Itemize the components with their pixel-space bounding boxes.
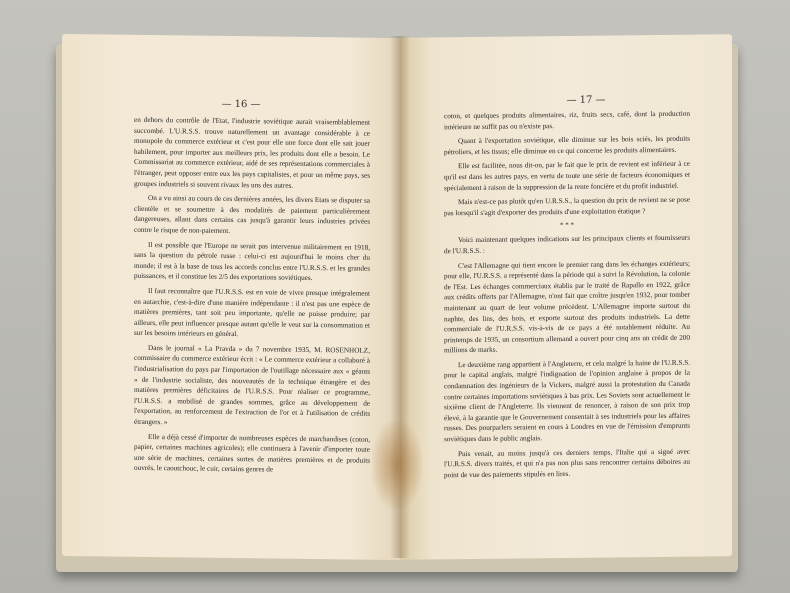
left-paragraph-2: On a vu ainsi au cours de ces dernières années, les divers Etats se disputer sa clientèle et se soumettre à des modalités de paiement particulièrement dangereuses, allant dans certains cas jusqu'à garantir leurs industries privées contre le risque de non-paiement. [134, 194, 370, 235]
right-paragraph-3: Elle est facilitée, nous dit-on, par le fait que le prix de revient est inférieur à ce qu'il est dans les autres pays, en vertu de toute une série de facteurs économiques et spécialement à raison de la suppression de la rente foncière et du profit industriel. [444, 160, 690, 192]
right-paragraph-1: coton, et quelques produits alimentaires, riz, fruits secs, café, dont la production intérieure ne suffit pas ou n'existe pas. [444, 109, 690, 131]
left-paragraph-4: Il faut reconnaître que l'U.R.S.S. est en voie de vivre presque intégralement en autarchie, c'est-à-dire d'une manière indépendante : il n'est pas une espèce de matières premières, tant soit peu importante, qu'elle ne puisse produire; par ailleurs, elle peut influencer presque autant qu'elle le veut sur la consommation et sur les besoins intérieurs en général. [134, 286, 370, 339]
right-paragraph-6: C'est l'Allemagne qui tient encore le premier rang dans les échanges extérieurs; pour elle, l'U.R.S.S. a représenté dans la période qui a suivi la Révolution, la colonie de l'Est. Les échanges commerciaux établis par le traité de Rapallo en 1922, grâce aux crédits offerts par l'Allemagne, n'ont fait que croître jusqu'en 1932, pour tomber maintenant au quart de leur volume précédent. L'Allemagne importe surtout du naphte, des lins, des bois, et exporte surtout des produits industriels. La dette commerciale de l'U.R.S.S. vis-à-vis de ce pays a été notablement réduite. Au printemps de 1935, un consortium allemand a ouvert pour cinq ans un crédit de 200 millions de marks. [444, 259, 690, 355]
right-page [400, 34, 732, 559]
right-paragraph-2: Quant à l'exportation soviétique, elle diminue sur les bois sciés, les produits pétroliers, et les tissus; elle diminue en ce qui concerne les produits alimentaires. [444, 134, 690, 157]
right-paragraph-5: Voici maintenant quelques indications sur les principaux clients et fournisseurs de l'U.R.S.S. : [444, 234, 690, 256]
left-paragraph-3: Il est possible que l'Europe ne serait pas intervenue militairement en 1918, sans la question du pétrole russe : celui-ci est aujourd'hui le moins cher du monde; il est à la base de tous les accords conclus entre l'U.R.S.S. et les grandes puissances, et il constitue les 2/5 des exportations soviétiques. [134, 240, 370, 283]
left-paragraph-5: Dans le journal « La Pravda » du 7 novembre 1935, M. ROSENHOLZ, commissaire du commerce extérieur écrit : « Le commerce extérieur a collaboré à l'industrialisation du pays par l'importation de l'outillage nécessaire aux « géants » de l'industrie socialiste, des nouveautés de la technique étrangère et des matières premières déficitaires de l'U.R.S.S. Pour réaliser ce programme, l'U.R.S.S. a mobilisé de grandes sommes, grâce au développement de l'exportation, au renforcement de l'extraction de l'or et à l'utilisation de crédits étrangers. » [134, 343, 370, 427]
right-paragraph-4: Mais n'est-ce pas plutôt qu'en U.R.S.S., la question du prix de revient ne se pose pas lorsqu'il s'agit d'exporter des produits d'une exploitation étatique ? [444, 195, 690, 218]
left-page [62, 34, 400, 560]
water-stain [372, 420, 422, 510]
left-page-text [134, 115, 370, 477]
left-paragraph-6: Elle a déjà cessé d'importer de nombreuses espèces de marchandises (coton, papier, certaines machines agricoles); elle continuera à l'avenir d'importer toute une série de machines, certaines sortes de matières premières et de produits ouvrés, le caoutchouc, le cuir, certains genres de [134, 432, 370, 474]
right-paragraph-7: Le deuxième rang appartient à l'Angleterre, et cela malgré la haine de l'U.R.S.S. pour le capital anglais, malgré l'indignation de l'opinion anglaise à propos de la condamnation des ingénieurs de la Vickers, malgré aussi la protestation du Canada contre certaines importations soviétiques à bas prix. Les Soviets sont actuellement le sixième client de l'Angleterre. Ils viennent de renoncer, à raison de son prix trop élevé, à la garantie que le Gouvernement consentait à ses industriels pour les affaires russes. Des pourparlers seraient en cours à Londres en vue de l'émission d'emprunts soviétiques dans le public anglais. [444, 358, 690, 444]
section-separator-asterism: * * * [560, 221, 574, 230]
open-book [54, 36, 740, 568]
left-paragraph-1: en dehors du contrôle de l'Etat, l'industrie soviétique aurait vraisemblablement succombé. L'U.R.S.S. trouve naturellement un avantage considérable à ce monopole du commerce extérieur et c'est pour elle une force dont elle sait jouer habilement, pour importer aux meilleurs prix, les produits dont elle a besoin. Le Commissariat au commerce extérieur, aidé de ses représentations commerciales à l'étranger, peut opposer entre eux les pays capitalistes, et pour un même pays, ses groupes industriels si souvent rivaux les uns des autres. [134, 115, 370, 190]
right-paragraph-8: Puis venait, au moins jusqu'à ces derniers temps, l'Italie qui a signé avec l'U.R.S.S. divers traités, et qui n'a pas non plus sans rencontrer certains déboires au point de vue des paiements stipulés en lires. [444, 447, 690, 480]
left-page-number: — 16 — [221, 98, 261, 111]
right-page-text [444, 109, 690, 481]
right-page-number: — 17 — [566, 94, 606, 106]
